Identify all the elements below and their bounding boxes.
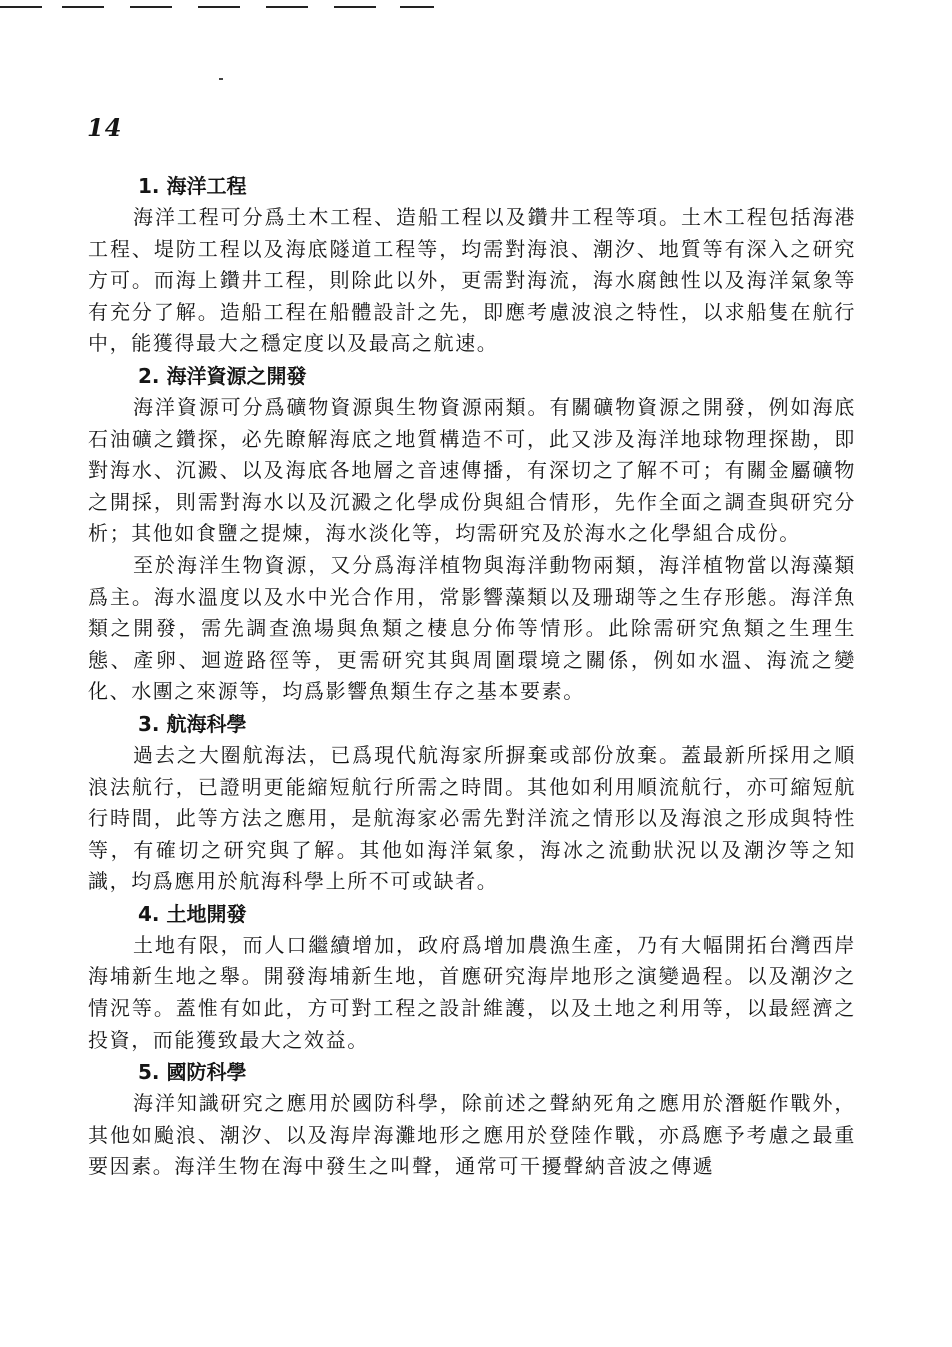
paragraph: 海洋工程可分爲土木工程、造船工程以及鑽井工程等項。土木工程包括海港工程、堤防工程以及海底隧道工程等，均需對海浪、潮汐、地質等有深入之研究方可。而海上鑽井工程，則除此以外，更需對海流，海水腐蝕性以及海洋氣象等有充分了解。造船工程在船體設計之先，即應考慮波浪之特性，以求船隻在航行中，能獲得最大之穩定度以及最高之航速。 <box>88 205 856 356</box>
section-heading: 3. 航海科學 <box>138 711 247 736</box>
section-ocean-resources <box>88 360 856 708</box>
top-rule <box>130 6 172 8</box>
section-heading: 4. 土地開發 <box>138 901 247 926</box>
paragraph: 過去之大圈航海法，已爲現代航海家所摒棄或部份放棄。蓋最新所採用之順浪法航行，已證明更能縮短航行所需之時間。其他如利用順流航行，亦可縮短航行時間，此等方法之應用，是航海家必需先對洋流之情形以及海浪之形成與特性等，有確切之研究與了解。其他如海洋氣象，海冰之流動狀況以及潮汐等之知識，均爲應用於航海科學上所不可或缺者。 <box>88 742 856 894</box>
top-rule <box>266 6 308 8</box>
paragraph: 至於海洋生物資源，又分爲海洋植物與海洋動物兩類，海洋植物當以海藻類爲主。海水溫度以及水中光合作用，常影響藻類以及珊瑚等之生存形態。海洋魚類之開發，需先調查漁場與魚類之棲息分佈等情形。此除需研究魚類之生理生態、產卵、迴遊路徑等，更需研究其與周圍環境之關係，例如水溫、海流之變化、水團之來源等，均爲影響魚類生存之基本要素。 <box>88 552 856 704</box>
section-heading: 1. 海洋工程 <box>138 174 247 198</box>
section-land-development <box>88 898 856 1056</box>
top-rule <box>62 6 104 8</box>
section-ocean-engineering <box>88 170 856 360</box>
paragraph: 海洋資源可分爲礦物資源與生物資源兩類。有關礦物資源之開發，例如海底石油礦之鑽探，必先瞭解海底之地質構造不可，此又涉及海洋地球物理探勘，即對海水、沉澱、以及海底各地層之音速傳播，有深切之了解不可；有關金屬礦物之開採，則需對海水以及沉澱之化學成份與組合情形，先作全面之調查與研究分析；其他如食鹽之提煉，海水淡化等，均需研究及於海水之化學組合成份。 <box>88 394 856 546</box>
top-rule <box>334 6 376 8</box>
top-rule <box>400 6 434 8</box>
section-heading: 5. 國防科學 <box>138 1060 247 1085</box>
top-rule <box>198 6 240 8</box>
scan-speck <box>219 78 223 80</box>
section-defense-science <box>88 1056 856 1183</box>
section-heading: 2. 海洋資源之開發 <box>138 363 307 388</box>
top-rule <box>0 6 42 8</box>
page-body <box>88 170 856 1183</box>
page-number: 14 <box>87 113 123 142</box>
section-navigation-science <box>88 708 856 898</box>
paragraph: 海洋知識研究之應用於國防科學，除前述之聲納死角之應用於潛艇作戰外，其他如颱浪、潮汐、以及海岸海灘地形之應用於登陸作戰，亦爲應予考慮之最重要因素。海洋生物在海中發生之叫聲，通常可干擾聲納音波之傳遞 <box>88 1091 856 1179</box>
paragraph: 土地有限，而人口繼續增加，政府爲增加農漁生產，乃有大幅開拓台灣西岸海埔新生地之舉。開發海埔新生地，首應研究海岸地形之演變過程。以及潮汐之情況等。蓋惟有如此，方可對工程之設計維護，以及土地之利用等，以最經濟之投資，而能獲致最大之效益。 <box>88 932 856 1052</box>
